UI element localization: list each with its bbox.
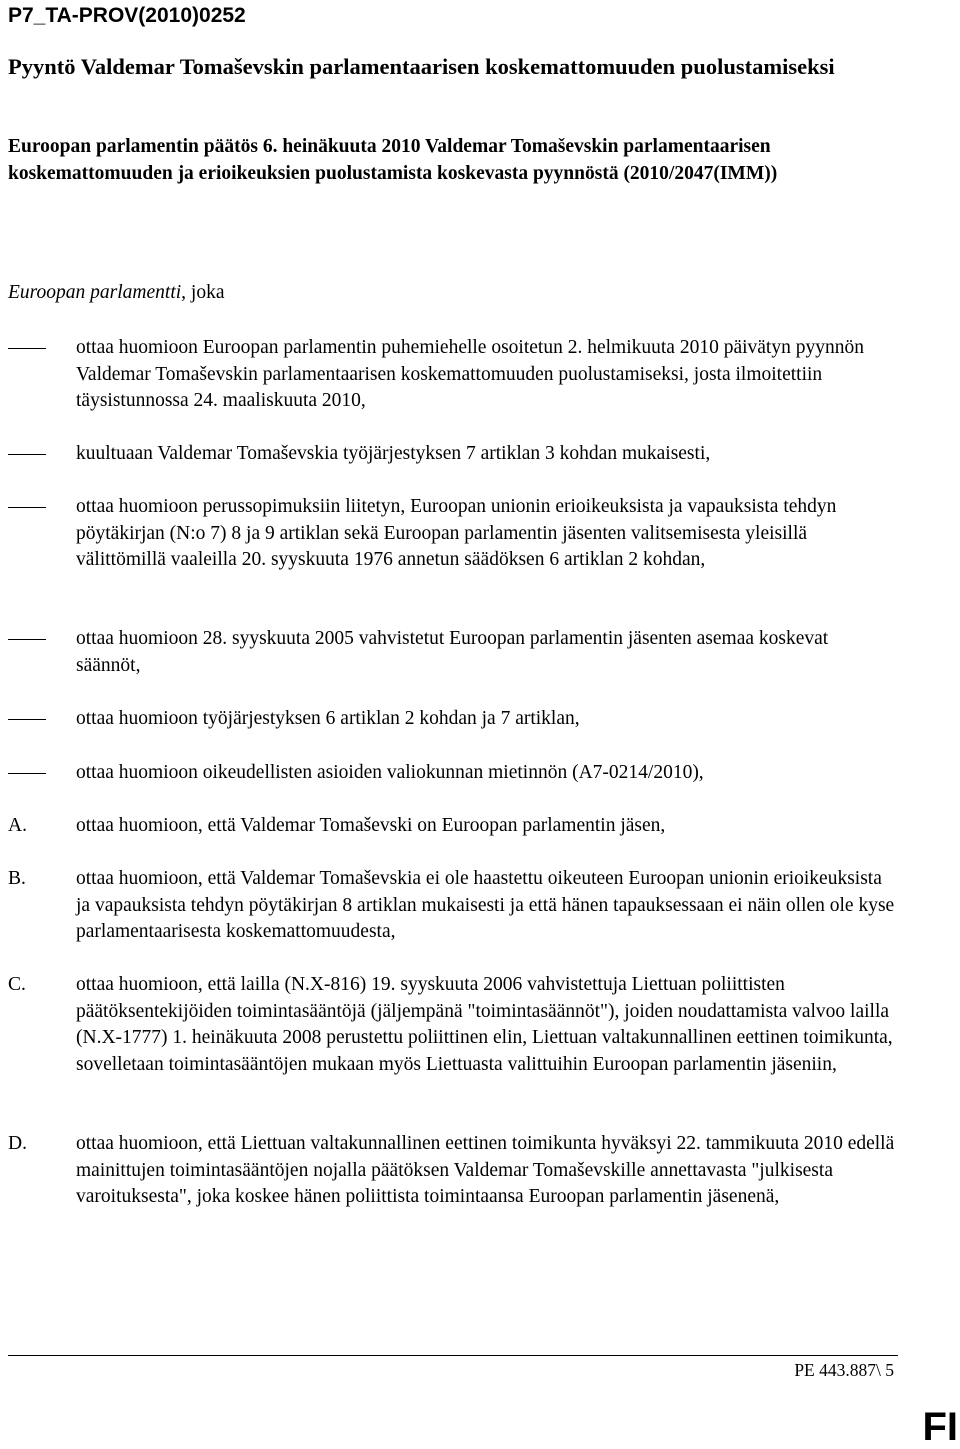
recital-item bbox=[8, 813, 908, 840]
document-title: Pyyntö Valdemar Tomaševskin parlamentaarisen koskemattomuuden puolustamiseksi bbox=[8, 54, 835, 79]
citation-text: ottaa huomioon työjärjestyksen 6 artiklan 2 kohdan ja 7 artiklan, bbox=[76, 708, 580, 729]
citation-text: kuultuaan Valdemar Tomaševskia työjärjestyksen 7 artiklan 3 kohdan mukaisesti, bbox=[76, 443, 711, 464]
footer-rule bbox=[8, 1355, 898, 1356]
dash-bullet bbox=[8, 507, 46, 508]
citation-text: ottaa huomioon oikeudellisten asioiden valiokunnan mietinnön (A7-0214/2010), bbox=[76, 762, 704, 783]
recital-item bbox=[8, 1131, 908, 1211]
citation-item bbox=[8, 760, 908, 787]
page-reference: PE 443.887\ 5 bbox=[794, 1360, 894, 1380]
intro-line bbox=[8, 280, 224, 307]
citation-text: ottaa huomioon 28. syyskuuta 2005 vahvistetut Euroopan parlamentin jäsenten asemaa koskevat säännöt, bbox=[76, 628, 829, 676]
dash-bullet bbox=[8, 639, 46, 640]
recital-item bbox=[8, 866, 908, 946]
recital-item bbox=[8, 972, 908, 1078]
citation-item bbox=[8, 335, 908, 415]
dash-bullet bbox=[8, 773, 46, 774]
recital-letter: C. bbox=[8, 974, 26, 995]
recital-text: ottaa huomioon, että Valdemar Tomaševskia ei ole haastettu oikeuteen Euroopan unionin erioikeuksista ja vapauksista tehdyn pöytäkirjan 8 artiklan mukaisesti ja että hänen tapauksessaan ei näin ollen ole kyse parlamentaarisesta koskemattomuudesta, bbox=[76, 868, 895, 942]
language-code: FI bbox=[922, 1405, 958, 1449]
intro-joka: joka bbox=[186, 282, 225, 303]
recital-text: ottaa huomioon, että Valdemar Tomaševski on Euroopan parlamentin jäsen, bbox=[76, 815, 666, 836]
document-subtitle: Euroopan parlamentin päätös 6. heinäkuuta 2010 Valdemar Tomaševskin parlamentaarisen koskemattomuuden ja erioikeuksien puolustamista koskevasta pyynnöstä (2010/2047(IMM)) bbox=[8, 136, 778, 184]
citation-text: ottaa huomioon perussopimuksiin liitetyn, Euroopan unionin erioikeuksista ja vapauksista tehdyn pöytäkirjan (N:o 7) 8 ja 9 artiklan sekä Euroopan parlamentin jäsenten valitsemisesta yleisillä välittömillä vaaleilla 20. syyskuuta 1976 annetun säädöksen 6 artiklan 2 kohdan, bbox=[76, 496, 837, 570]
dash-bullet bbox=[8, 348, 46, 349]
recital-letter: B. bbox=[8, 868, 26, 889]
citation-item bbox=[8, 441, 908, 468]
recital-letter: D. bbox=[8, 1133, 27, 1154]
dash-bullet bbox=[8, 454, 46, 455]
document-reference: P7_TA-PROV(2010)0252 bbox=[8, 4, 246, 27]
citation-item bbox=[8, 626, 908, 679]
citation-item bbox=[8, 706, 908, 733]
citation-item bbox=[8, 494, 908, 574]
recital-letter: A. bbox=[8, 815, 27, 836]
citation-text: ottaa huomioon Euroopan parlamentin puhemiehelle osoitetun 2. helmikuuta 2010 päivätyn pyynnön Valdemar Tomaševskin parlamentaarisen koskemattomuuden puolustamiseksi, josta ilmoitettiin täysistunnossa 24. maaliskuuta 2010, bbox=[76, 337, 864, 411]
dash-bullet bbox=[8, 719, 46, 720]
recital-text: ottaa huomioon, että lailla (N.X-816) 19. syyskuuta 2006 vahvistettuja Liettuan poliittisten päätöksentekijöiden toimintasääntöjä (jäljempänä "toimintasäännöt"), joiden noudattamista valvoo lailla (N.X-1777) 1. heinäkuuta 2008 perustettu poliittinen elin, Liettuan valtakunnallinen eettinen toimikunta, sovelletaan toimintasääntöjen mukaan myös Liettuasta valittuihin Euroopan parlamentin jäseniin, bbox=[76, 974, 893, 1075]
recital-text: ottaa huomioon, että Liettuan valtakunnallinen eettinen toimikunta hyväksyi 22. tammikuuta 2010 edellä mainittujen toimintasääntöjen nojalla päätöksen Valdemar Tomaševskille annettavasta "julkisesta varoituksesta", joka koskee hänen poliittista toimintaansa Euroopan parlamentin jäsenenä, bbox=[76, 1133, 895, 1207]
intro-subject: Euroopan parlamentti, bbox=[8, 282, 187, 303]
